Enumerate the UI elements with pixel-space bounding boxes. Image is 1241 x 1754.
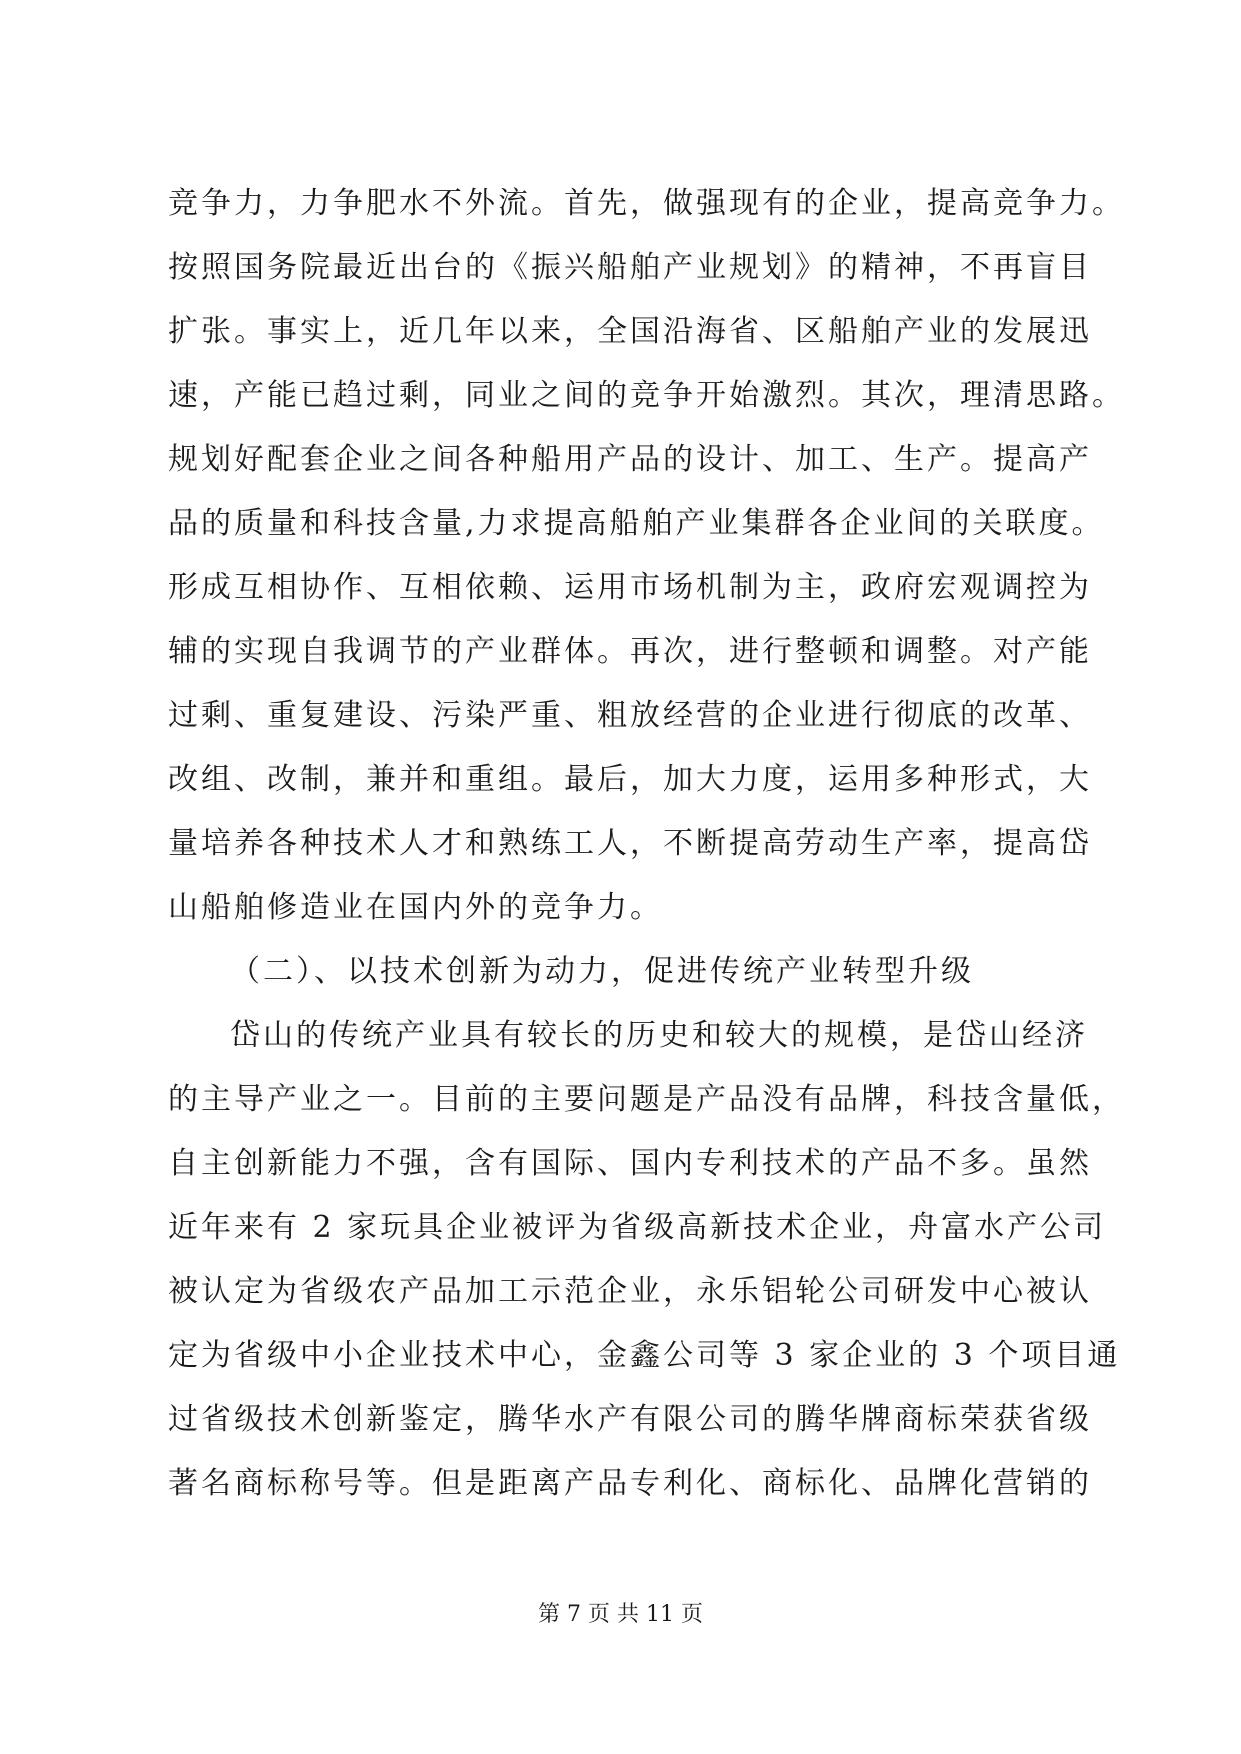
body-line: 辅的实现自我调节的产业群体。再次，进行整顿和调整。对产能 <box>168 634 1092 669</box>
body-line: 品的质量和科技含量,力求提高船舶产业集群各企业间的关联度。 <box>168 506 1105 541</box>
section-heading: （二）、以技术创新为动力，促进传统产业转型升级 <box>230 954 974 989</box>
body-line: 定为省级中小企业技术中心，金鑫公司等 3 家企业的 3 个项目通 <box>168 1338 1121 1373</box>
body-line: 按照国务院最近出台的《振兴船舶产业规划》的精神，不再盲目 <box>168 250 1092 285</box>
body-line: 扩张。事实上，近几年以来，全国沿海省、区船舶产业的发展迅 <box>168 314 1092 349</box>
body-line: 改组、改制，兼并和重组。最后，加大力度，运用多种形式，大 <box>168 762 1092 797</box>
body-line: 被认定为省级农产品加工示范企业，永乐铝轮公司研发中心被认 <box>168 1274 1092 1309</box>
page-number-footer: 第 7 页 共 11 页 <box>538 1602 703 1627</box>
body-line: 近年来有 2 家玩具企业被评为省级高新技术企业，舟富水产公司 <box>168 1210 1107 1245</box>
paragraph-first-line: 岱山的传统产业具有较长的历史和较大的规模，是岱山经济 <box>230 1018 1088 1053</box>
body-line: 的主导产业之一。目前的主要问题是产品没有品牌，科技含量低， <box>168 1082 1125 1117</box>
body-line: 过剩、重复建设、污染严重、粗放经营的企业进行彻底的改革、 <box>168 698 1092 733</box>
body-line: 山船舶修造业在国内外的竞争力。 <box>168 890 663 925</box>
body-line: 著名商标称号等。但是距离产品专利化、商标化、品牌化营销的 <box>168 1466 1092 1501</box>
body-line: 竞争力，力争肥水不外流。首先，做强现有的企业，提高竞争力。 <box>168 186 1125 221</box>
body-line: 量培养各种技术人才和熟练工人，不断提高劳动生产率，提高岱 <box>168 826 1092 861</box>
body-line: 规划好配套企业之间各种船用产品的设计、加工、生产。提高产 <box>168 442 1092 477</box>
body-line: 速，产能已趋过剩，同业之间的竞争开始激烈。其次，理清思路。 <box>168 378 1125 413</box>
body-line: 过省级技术创新鉴定，腾华水产有限公司的腾华牌商标荣获省级 <box>168 1402 1092 1437</box>
body-line: 自主创新能力不强，含有国际、国内专利技术的产品不多。虽然 <box>168 1146 1092 1181</box>
body-line: 形成互相协作、互相依赖、运用市场机制为主，政府宏观调控为 <box>168 570 1092 605</box>
